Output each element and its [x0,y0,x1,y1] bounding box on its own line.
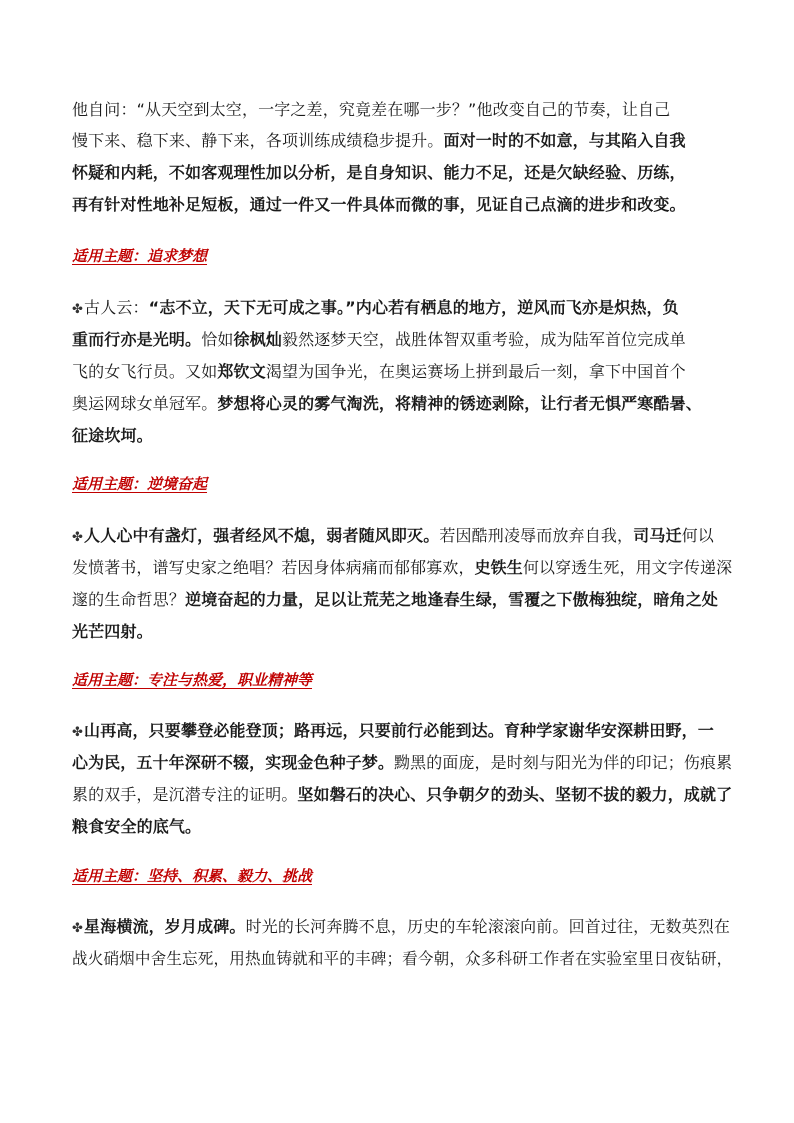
bullet-flower-icon: ✤ [72,725,84,740]
text-run: 他自问：“从天空到太空，一字之差，究竟差在哪一步？”他改变自己的节奏，让自己 [72,100,671,119]
bold-text-run: 心为民，五十年深研不辍，实现金色种子梦。 [72,753,395,772]
s4-line-1 [72,916,730,940]
s3-line-3 [72,784,732,806]
text-run: 黝黑的面庞，是时刻与阳光为伴的印记；伤痕累 [394,753,733,772]
bold-text-run: 梦想将心灵的雾气淘洗，将精神的锈迹剥除，让行者无惧严寒酷暑、 [217,394,702,413]
intro-line-4 [72,194,686,216]
text-run: 战火硝烟中舍生忘死，用热血铸就和平的丰碑；看今朝，众多科研工作者在实验室里日夜钻研， [72,949,733,968]
bold-text-run: 逆境奋起的力量，足以让荒芜之地逢春生绿，雪覆之下傲梅独绽，暗角之处 [185,590,719,609]
bold-text-run: 郑钦文 [217,362,266,381]
text-run: 渴望为国争光，在奥运赛场上拼到最后一刻，拿下中国首个 [265,362,686,381]
text-run: 若因酷刑凌辱而放弃自我， [439,526,634,545]
s1-line-5 [72,425,153,447]
s2-line-4 [72,621,153,643]
text-run: 恰如 [201,330,234,349]
section-heading-dedication: 适用主题：专注与热爱，职业精神等 [72,671,313,689]
intro-line-2 [72,130,686,152]
intro-line-3 [72,162,686,184]
text-run: 古人云： [84,298,149,317]
text-run: 飞的女飞行员。又如 [72,362,218,381]
bullet-flower-icon: ✤ [72,302,84,317]
bold-text-run: 面对一时的不如意，与其陷入自我 [443,131,686,150]
text-run: 奥运网球女单冠军。 [72,394,218,413]
text-run: 慢下来、稳下来、静下来，各项训练成绩稳步提升。 [72,131,444,150]
bold-text-run: 司马迁 [633,526,682,545]
s2-line-3 [72,589,718,611]
bold-text-run: 徐枫灿 [233,330,282,349]
s2-line-1 [72,525,714,549]
bold-text-run: 征途坎坷。 [72,426,153,445]
text-run: 邃的生命哲思？ [72,590,186,609]
text-run: 累的双手，是沉潜专注的证明。 [72,785,298,804]
s1-line-3 [72,361,686,383]
text-run: 何以 [681,526,714,545]
s1-line-2 [72,329,686,351]
text-run: 毅然逐梦天空，战胜体智双重考验，成为陆军首位完成单 [281,330,686,349]
bold-text-run: 史铁生 [474,558,523,577]
s1-line-4 [72,393,702,415]
bold-text-run: “志不立，天下无可成之事。”内心若有栖息的地方，逆风而飞亦是炽热，负 [148,298,679,317]
bold-text-run: 重而行亦是光明。 [72,330,202,349]
bold-text-run: 光芒四射。 [72,622,153,641]
section-heading-adversity: 适用主题：逆境奋起 [72,475,208,493]
bold-text-run: 怀疑和内耗，不如客观理性加以分析，是自身知识、能力不足，还是欠缺经验、历练， [72,163,686,182]
bold-text-run: 育种学家谢华安深耕田野，一 [503,721,714,740]
bold-text-run: 再有针对性地补足短板，通过一件又一件具体而微的事，见证自己点滴的进步和改变。 [72,195,686,214]
text-run: 发愤著书，谱写史家之绝唱？若因身体病痛而郁郁寡欢， [72,558,475,577]
s1-line-1 [72,297,679,321]
bold-text-run: 人人心中有盏灯，强者经风不熄，弱者随风即灭。 [84,526,440,545]
s3-line-1 [72,720,714,744]
s2-line-2 [72,557,732,579]
bullet-flower-icon: ✤ [72,921,84,936]
intro-line-1 [72,99,670,121]
bold-text-run: 坚如磐石的决心、只争朝夕的劲头、坚韧不拔的毅力，成就了 [297,785,733,804]
bullet-flower-icon: ✤ [72,530,84,545]
text-run: 何以穿透生死，用文字传递深 [522,558,733,577]
text-run: 时光的长河奔腾不息，历史的车轮滚滚向前。回首过往，无数英烈在 [245,917,731,936]
bold-text-run: 粮食安全的底气。 [72,817,202,836]
s3-line-2 [72,752,732,774]
bold-text-run: 星海横流，岁月成碑。 [84,917,246,936]
section-heading-dream: 适用主题：追求梦想 [72,247,208,265]
section-heading-persistence: 适用主题：坚持、积累、毅力、挑战 [72,867,313,885]
bold-text-run: 山再高，只要攀登必能登顶；路再远，只要前行必能到达。 [84,721,504,740]
s3-line-4 [72,816,201,838]
s4-line-2 [72,948,732,970]
